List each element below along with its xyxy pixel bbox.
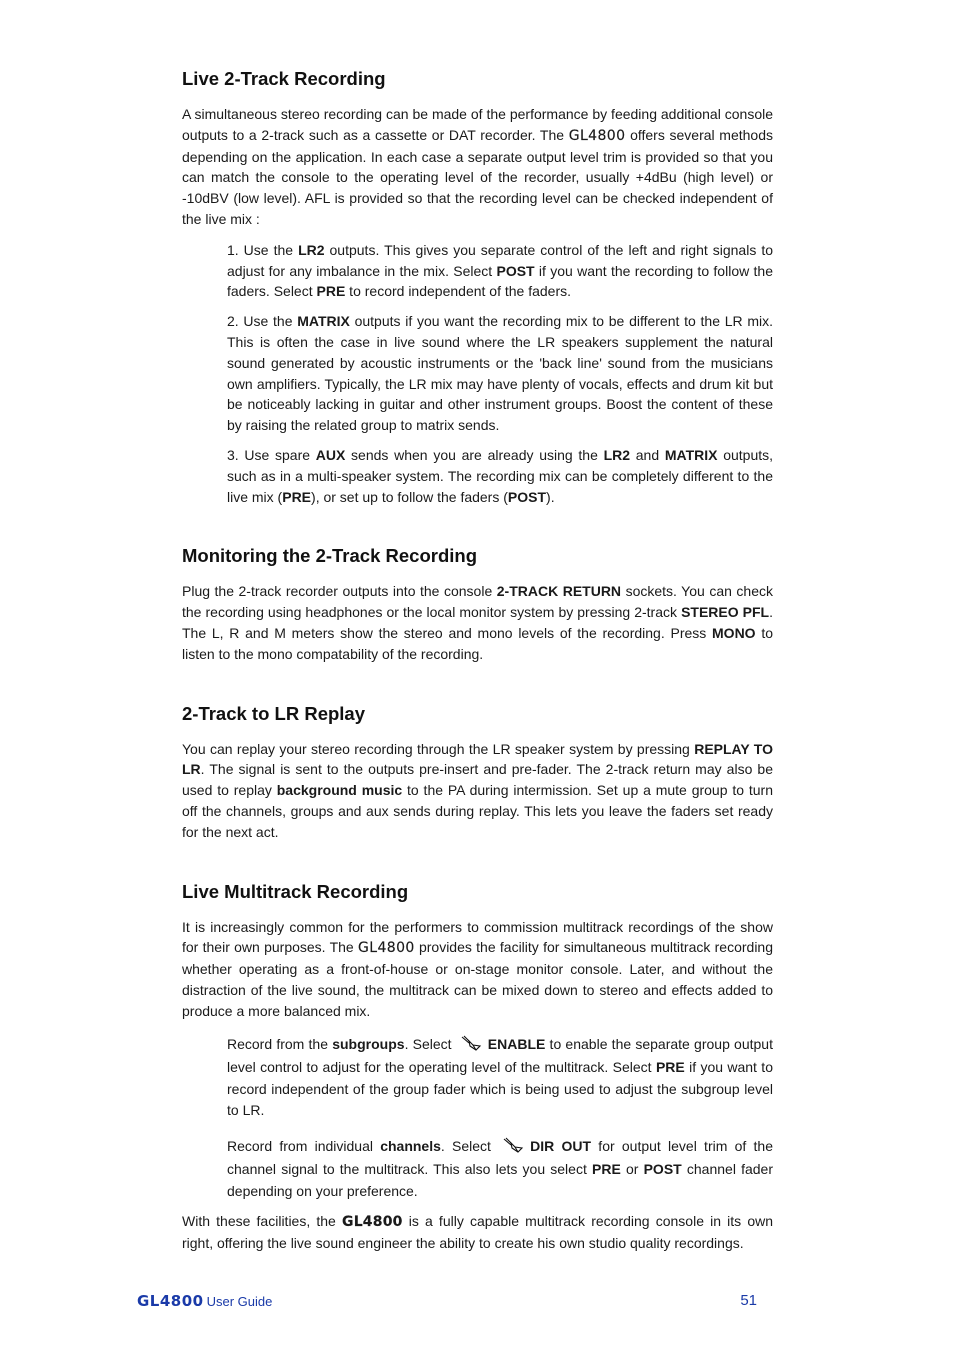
bold-term: MATRIX <box>297 313 350 330</box>
text: for output level trim of the channel signal to the multitrack. This also lets you select <box>227 1137 773 1177</box>
section-title-replay: 2-Track to LR Replay <box>182 702 366 724</box>
text: if you want the recording to follow the faders. Select <box>227 262 773 300</box>
text: to the PA during intermission. Set up a mute group to turn off the channels, groups and aux sends during replay. This lets you leave the faders set ready for the next act. <box>182 782 774 840</box>
screwdriver-icon <box>460 1035 482 1058</box>
text: You can replay your stereo recording through the LR speaker system by pressing <box>182 740 695 757</box>
paragraph-live-2-track-intro <box>182 104 773 230</box>
spacer <box>182 665 773 701</box>
page-number: 51 <box>740 1292 757 1309</box>
text: . Select <box>404 1035 456 1052</box>
multitrack-options <box>227 1034 773 1203</box>
bold-term: POST <box>496 262 535 279</box>
bold-term: ENABLE <box>487 1035 546 1052</box>
text: if you want to record independent of the group fader which is being used to adjust the subgroup level to LR. <box>227 1059 773 1118</box>
bold-term: DIR OUT <box>530 1137 592 1154</box>
list-item <box>227 240 773 302</box>
bold-term: subgroups <box>332 1035 405 1052</box>
paragraph-replay <box>182 739 773 843</box>
text: 2. Use the <box>227 313 298 330</box>
page-footer <box>137 1292 757 1318</box>
bold-term: PRE <box>655 1059 685 1075</box>
bold-term: STEREO PFL <box>681 604 770 621</box>
section-title-live-2-track: Live 2-Track Recording <box>182 68 386 89</box>
section-title-monitoring: Monitoring the 2-Track Recording <box>182 545 477 567</box>
text: Record from individual <box>227 1137 381 1154</box>
text: outputs if you want the recording mix to be different to the LR mix. This is often the case in live sound where the LR speakers supplement the natural sound generated by acoustic instruments or the 'back line' sound from the musicians own amplifiers. Typically, the LR mix may have plenty of vocals, effects and drum kit but be noticeably lacking in guitar and other instrument groups. Boost the content of these by raising the related group to matrix sends. <box>227 313 774 434</box>
text: to listen to the mono compatability of the recording. <box>182 624 773 662</box>
document-page <box>182 66 773 1254</box>
bold-term: REPLAY TO LR <box>182 740 773 778</box>
text: Record from the <box>227 1035 333 1052</box>
bold-term: POST <box>507 488 547 505</box>
text: and <box>630 446 665 463</box>
text: channel fader depending on your preference. <box>227 1161 774 1199</box>
spacer <box>182 843 773 879</box>
brand-name: GL4800 <box>342 1214 403 1230</box>
list-item <box>227 445 773 507</box>
text: With these facilities, the <box>182 1213 342 1229</box>
text: Plug the 2-track recorder outputs into the console <box>182 583 497 600</box>
text: to record independent of the faders. <box>345 283 572 300</box>
text: ), or set up to follow the faders ( <box>311 488 508 505</box>
bold-term: PRE <box>592 1161 621 1177</box>
list-item <box>227 311 773 436</box>
text: A simultaneous stereo recording can be made of the performance by feeding additional console outputs to a 2-track such as a cassette or DAT recorder. The <box>182 106 773 143</box>
screwdriver-icon <box>502 1137 524 1160</box>
text: provides the facility for simultaneous multitrack recording whether operating as a front-of-house or on-stage monitor console. Later, and without the distraction of the live sound, the multitrack can be mixed down to stereo and effects added to produce a more balanced mix. <box>182 939 773 1019</box>
text: ). <box>546 488 555 505</box>
text: outputs. This gives you separate control of the left and right signals to adjust for any imbalance in the mix. Select <box>227 241 774 279</box>
paragraph-multitrack-closing <box>182 1211 773 1254</box>
text: is a fully capable multitrack recording console in its own right, offering the live sound engineer the ability to create his own studio quality recordings. <box>182 1213 774 1251</box>
text: . The L, R and M meters show the stereo and mono levels of the recording. Press <box>182 604 773 641</box>
bold-term: POST <box>643 1161 682 1177</box>
bold-term: LR2 <box>298 241 325 258</box>
text: outputs, such as in a multi-speaker system. The recording mix can be completely different to the live mix ( <box>227 446 774 505</box>
bold-term: MATRIX <box>664 446 718 463</box>
text: . Select <box>440 1137 499 1154</box>
bold-term: AUX <box>315 446 346 463</box>
spacer <box>182 507 773 543</box>
footer-logo: GL4800 <box>137 1292 204 1310</box>
bold-term: MONO <box>712 624 756 641</box>
paragraph-multitrack-intro <box>182 917 773 1022</box>
paragraph-monitoring <box>182 581 773 664</box>
option-channels <box>227 1136 773 1203</box>
text: sends when you are already using the <box>345 446 604 463</box>
brand-name: GL4800 <box>568 127 626 144</box>
option-subgroups <box>227 1034 773 1122</box>
bold-term: 2-TRACK RETURN <box>496 583 622 600</box>
bold-term: LR2 <box>603 446 631 463</box>
text: sockets. You can check the recording using headphones or the local monitor system by pressing 2-track <box>182 583 773 621</box>
text: 3. Use spare <box>227 446 316 463</box>
bold-term: channels <box>380 1137 441 1154</box>
method-list <box>227 240 773 508</box>
text: offers several methods depending on the application. In each case a separate output level trim is provided so that you can match the console to the operating level of the recorder, usually +4dBu (high level) or -10dBV (low level). AFL is provided so that the recording level can be checked independent of the live mix : <box>182 126 773 227</box>
text: to enable the separate group output level control to adjust for the operating level of the multitrack. Select <box>227 1035 773 1075</box>
bold-term: background music <box>276 782 403 799</box>
footer-guide-label: User Guide <box>206 1294 273 1309</box>
text: or <box>620 1161 644 1177</box>
bold-term: PRE <box>282 488 312 505</box>
text: 1. Use the <box>227 241 299 258</box>
text: It is increasingly common for the performers to commission multitrack recordings of the show for their own purposes. The <box>182 918 773 956</box>
text: . The signal is sent to the outputs pre-insert and pre-fader. The 2-track return may also be used to replay <box>182 761 773 799</box>
section-title-multitrack: Live Multitrack Recording <box>182 880 409 902</box>
brand-name: GL4800 <box>358 940 415 957</box>
bold-term: PRE <box>316 283 346 300</box>
